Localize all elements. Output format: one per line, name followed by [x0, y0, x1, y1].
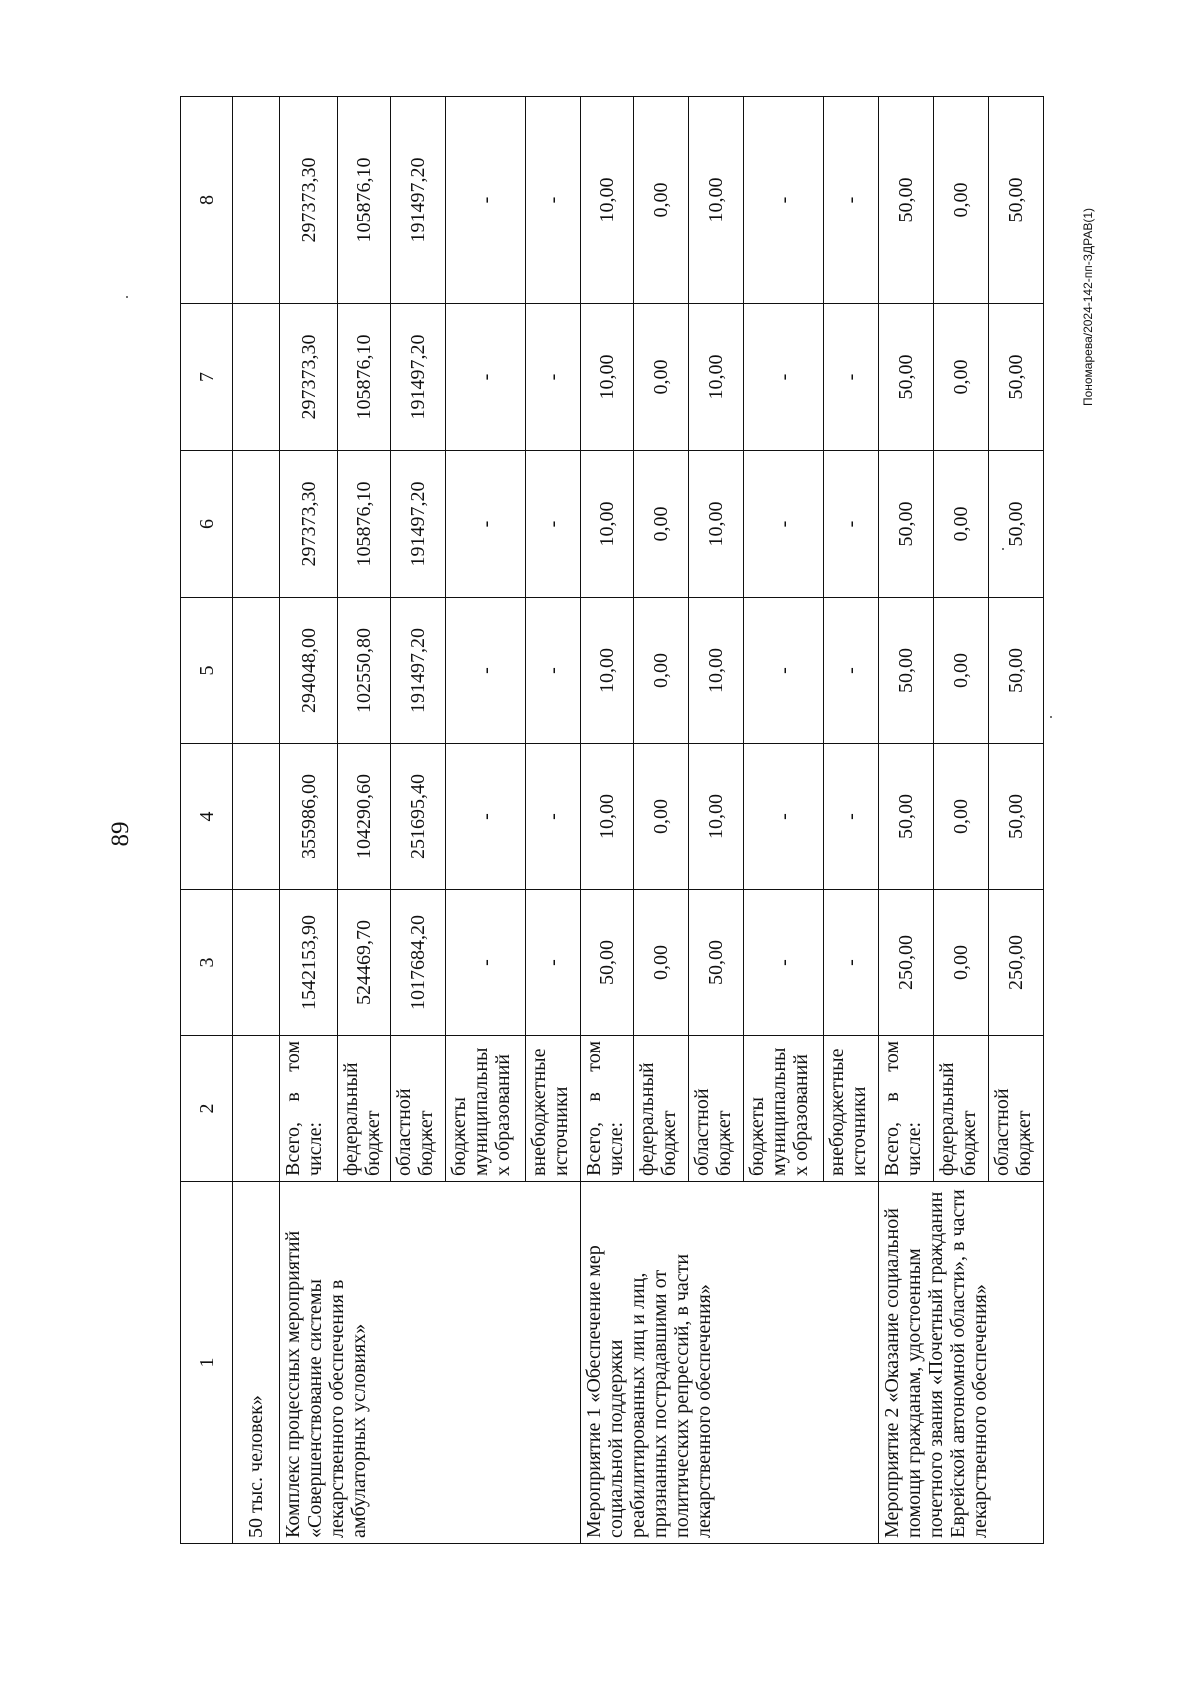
amount-cell: 102550,80 [338, 598, 391, 744]
amount-cell: - [744, 97, 824, 304]
amount-cell: 1542153,90 [280, 890, 338, 1036]
amount-cell: 0,00 [634, 890, 689, 1036]
amount-cell: 50,00 [689, 890, 744, 1036]
column-number: 1 [181, 1182, 233, 1544]
amount-cell: 105876,10 [338, 451, 391, 598]
amount-cell: - [824, 890, 879, 1036]
amount-cell: - [744, 744, 824, 890]
amount-cell: 297373,30 [280, 304, 338, 451]
table-row [280, 97, 338, 1544]
amount-cell: 0,00 [634, 598, 689, 744]
funding-source: Всего, в том числе: [581, 1036, 634, 1182]
funding-source: бюджеты муниципальных образований [744, 1036, 824, 1182]
amount-cell: 105876,10 [338, 97, 391, 304]
amount-cell: 50,00 [879, 744, 934, 890]
funding-source: областной бюджет [391, 1036, 446, 1182]
budget-table-rotated [180, 97, 1053, 1544]
funding-source: федеральный бюджет [634, 1036, 689, 1182]
funding-source: федеральный бюджет [934, 1036, 989, 1182]
amount-cell: - [526, 451, 581, 598]
funding-source: внебюджетные источники [526, 1036, 581, 1182]
amount-cell: - [744, 451, 824, 598]
amount-cell: 50,00 [989, 304, 1044, 451]
activity-title: Мероприятие 1 «Обеспечение мер социальной поддержки реабилитированных лиц и лиц, признанных пострадавшими от политических репрессий, в части лекарственного обеспечения» [581, 1182, 879, 1544]
amount-cell: - [824, 598, 879, 744]
amount-cell: 0,00 [634, 744, 689, 890]
amount-cell: - [446, 97, 526, 304]
amount-cell: - [526, 304, 581, 451]
amount-cell: 10,00 [581, 304, 634, 451]
budget-table [180, 96, 1044, 1544]
funding-source: бюджеты муниципальных образований [446, 1036, 526, 1182]
amount-cell: 50,00 [989, 744, 1044, 890]
amount-cell: 10,00 [689, 598, 744, 744]
amount-cell: 294048,00 [280, 598, 338, 744]
amount-cell: 50,00 [879, 598, 934, 744]
amount-cell: 191497,20 [391, 598, 446, 744]
amount-cell: 50,00 [989, 451, 1044, 598]
column-number-row [181, 97, 233, 1544]
amount-cell: - [824, 451, 879, 598]
continuation-label: 50 тыс. человек» [233, 1182, 280, 1544]
amount-cell: - [526, 744, 581, 890]
amount-cell: 524469,70 [338, 890, 391, 1036]
funding-source: внебюджетные источники [824, 1036, 879, 1182]
column-number: 3 [181, 890, 233, 1036]
amount-cell: 0,00 [934, 744, 989, 890]
column-number: 4 [181, 744, 233, 890]
funding-source: Всего, в том числе: [280, 1036, 338, 1182]
amount-cell: 105876,10 [338, 304, 391, 451]
amount-cell: - [824, 97, 879, 304]
page-number: 89 [107, 821, 134, 847]
table-row [581, 97, 634, 1544]
amount-cell: 0,00 [934, 890, 989, 1036]
file-stamp: Пономарева/2024-142-пп-ЗДРАВ(1) [1081, 207, 1095, 407]
amount-cell: - [526, 598, 581, 744]
amount-cell: 0,00 [934, 451, 989, 598]
amount-cell: - [744, 890, 824, 1036]
funding-source: федеральный бюджет [338, 1036, 391, 1182]
amount-cell: - [744, 598, 824, 744]
amount-cell: 50,00 [879, 451, 934, 598]
amount-cell: - [744, 304, 824, 451]
funding-source: Всего, в том числе: [879, 1036, 934, 1182]
amount-cell: 0,00 [934, 304, 989, 451]
funding-source: областной бюджет [689, 1036, 744, 1182]
column-number: 2 [181, 1036, 233, 1182]
amount-cell: 0,00 [934, 97, 989, 304]
amount-cell: 0,00 [934, 598, 989, 744]
column-number: 5 [181, 598, 233, 744]
amount-cell: 297373,30 [280, 97, 338, 304]
amount-cell: 10,00 [581, 598, 634, 744]
amount-cell: - [526, 97, 581, 304]
amount-cell: - [446, 890, 526, 1036]
continuation-row [233, 97, 280, 1544]
amount-cell: - [446, 598, 526, 744]
amount-cell: 191497,20 [391, 451, 446, 598]
amount-cell: 10,00 [581, 744, 634, 890]
amount-cell: - [526, 890, 581, 1036]
amount-cell: 250,00 [989, 890, 1044, 1036]
amount-cell: 10,00 [581, 451, 634, 598]
activity-title: Комплекс процессных мероприятий «Совершенствование системы лекарственного обеспечения в амбулаторных условиях» [280, 1182, 581, 1544]
funding-source: областной бюджет [989, 1036, 1044, 1182]
amount-cell: - [824, 744, 879, 890]
amount-cell: 250,00 [879, 890, 934, 1036]
column-number: 7 [181, 304, 233, 451]
amount-cell: - [446, 744, 526, 890]
table-row [879, 97, 934, 1544]
column-number: 8 [181, 97, 233, 304]
amount-cell: 10,00 [689, 304, 744, 451]
amount-cell: - [446, 451, 526, 598]
amount-cell: 50,00 [581, 890, 634, 1036]
column-number: 6 [181, 451, 233, 598]
amount-cell: 297373,30 [280, 451, 338, 598]
amount-cell: 0,00 [634, 451, 689, 598]
amount-cell: 50,00 [879, 97, 934, 304]
amount-cell: 191497,20 [391, 97, 446, 304]
amount-cell: 10,00 [689, 451, 744, 598]
amount-cell: - [446, 304, 526, 451]
activity-title: Мероприятие 2 «Оказание социальной помощи гражданам, удостоенным почетного звания «Почетный гражданин Еврейской автономной области», в части лекарственного обеспечения» [879, 1182, 1044, 1544]
amount-cell: 0,00 [634, 97, 689, 304]
scan-speck [126, 296, 128, 298]
amount-cell: 104290,60 [338, 744, 391, 890]
amount-cell: 50,00 [879, 304, 934, 451]
amount-cell: 10,00 [581, 97, 634, 304]
amount-cell: 191497,20 [391, 304, 446, 451]
amount-cell: 10,00 [689, 744, 744, 890]
amount-cell: 50,00 [989, 598, 1044, 744]
amount-cell: 10,00 [689, 97, 744, 304]
amount-cell: 1017684,20 [391, 890, 446, 1036]
amount-cell: 355986,00 [280, 744, 338, 890]
amount-cell: 251695,40 [391, 744, 446, 890]
amount-cell: 50,00 [989, 97, 1044, 304]
amount-cell: - [824, 304, 879, 451]
amount-cell: 0,00 [634, 304, 689, 451]
